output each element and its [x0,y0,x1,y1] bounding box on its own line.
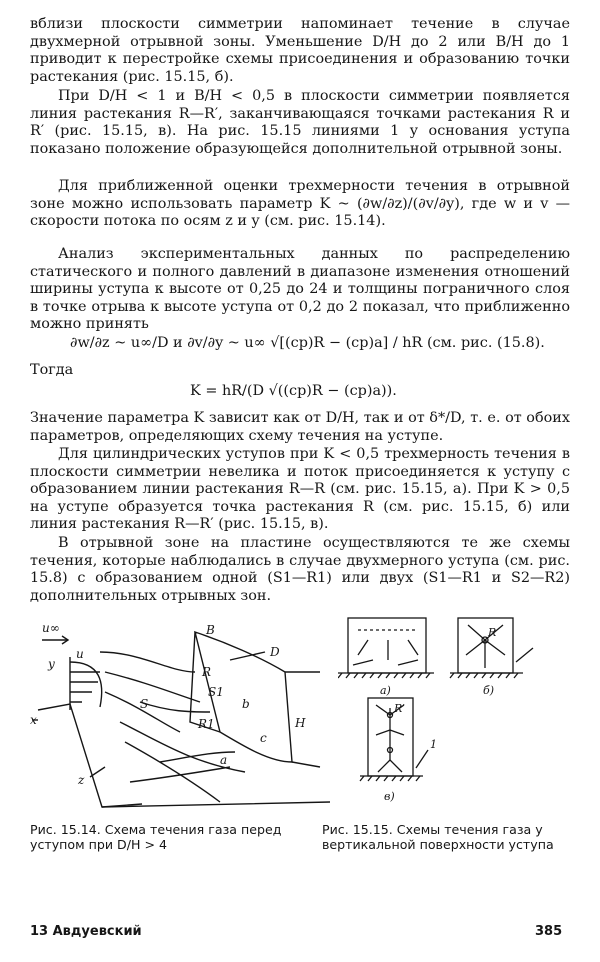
figure-15-14 [30,612,330,812]
fig15-label-r: R [488,626,497,639]
caption-text-15: Рис. 15.15. Схемы течения газа у вертикальной поверхности уступа [322,822,554,852]
fig14-profile [70,657,102,710]
fig15-label-b: б) [483,684,495,697]
paragraph-7 [30,535,570,605]
paragraph-3 [30,178,570,231]
fig14-label-u: u [76,647,84,661]
caption-fig-15-15 [322,822,572,852]
figure-15-15 [338,610,568,815]
text-eq1: ∂w/∂z ~ u∞/D и ∂v/∂y ~ u∞ √[(cp)R − (cp)a] / hR (см. рис. (15.8). [70,335,545,351]
text-eq2: K = hR/(D √((cp)R − (cp)a)). [190,383,397,399]
fig14-label-y: y [48,657,55,671]
fig14-label-uinf: u∞ [42,621,60,635]
fig14-step [190,632,320,767]
fig14-streamlines [100,652,245,802]
fig14-label-x: x [30,713,37,727]
paragraph-continuation [30,16,570,86]
paragraph-4 [30,246,570,334]
fig14-label-z: z [78,773,85,787]
fig15-label-1: 1 [430,738,437,751]
word-togda [30,362,73,378]
equation-derivatives [70,335,545,351]
fig14-label-h: H [295,716,306,730]
fig14-label-r: R [202,665,212,679]
text-p1: При D/H < 1 и B/H < 0,5 в плоскости симметрии появляется линия растекания R—R′, заканчивающаяся точками растекания R и R′ (рис. 15.15, в). На рис. 15.15 линиями 1 у основания уступа показано положение образующейся дополнительной отрывной зоны. [30,88,570,157]
caption-fig-15-14 [30,822,310,852]
paragraph-5 [30,410,570,445]
equation-k [190,383,397,399]
text-p2: Для приближенной оценки трехмерности течения в отрывной зоне можно использовать параметр K ~ (∂w/∂z)/(∂v/∂y), где w и v — скорости потока по осям z и y (см. рис. 15.14). [30,178,570,230]
fig14-plate [38,704,330,807]
footer-signature [30,924,142,939]
page-number-text: 385 [535,924,563,939]
text-togda: Тогда [30,362,74,378]
fig15-label-c: в) [384,790,395,803]
fig14-label-s1: S1 [208,685,224,699]
fig14-label-a: a [220,753,228,767]
text-p3: Анализ экспериментальных данных по распределению статического и полного давлений в диапазоне изменения отношений ширины уступа к высоте от 0,25 до 24 и толщины пограничного слоя в точке отрыва к высоте уступа от 0,2 до 2 показал, что приближенно можно принять [30,246,570,333]
fig15-label-r-prime: R′ [394,702,405,715]
paragraph-2 [30,88,570,158]
page-number [535,924,562,939]
fig14-label-d: D [270,645,280,659]
text-p7: В отрывной зоне на пластине осуществляются те же схемы течения, которые наблюдались в случае двухмерного уступа (см. рис. 15.8) с образованием одной (S1—R1) или двух (S1—R1 и S2—R2) дополнительных отрывных зон. [30,535,570,604]
text-p0: вблизи плоскости симметрии напоминает течение в случае двухмерной отрывной зоны. Уменьшение D/H до 2 или B/H до 1 приводит к перестройке схемы присоединения и образованию точки растекания (рис. 15.15, б). [30,16,570,85]
signature-text: 13 Авдуевский [30,924,142,939]
fig14-label-s: S [140,697,149,711]
fig14-label-c: c [260,731,267,745]
fig15-label-a: а) [380,684,391,697]
text-p6: Для цилиндрических уступов при K < 0,5 трехмерность течения в плоскости симметрии невелика и поток присоединяется к уступу с образованием линии растекания R—R (см. рис. 15.15, а). При K > 0,5 на уступе образуется точка растекания R (см. рис. 15.15, б) или линия растекания R—R′ (рис. 15.15, в). [30,446,570,533]
fig14-label-r1: R1 [198,717,215,731]
fig14-label-b: B [206,623,215,637]
paragraph-6 [30,446,570,534]
fig14-label-b-lower: b [242,697,250,711]
fig15-panel-a [338,618,434,678]
caption-text-14: Рис. 15.14. Схема течения газа перед уступом при D/H > 4 [30,822,282,852]
text-p5: Значение параметра K зависит как от D/H, так и от δ*/D, т. е. от обоих параметров, определяющих схему течения на уступе. [30,410,570,444]
